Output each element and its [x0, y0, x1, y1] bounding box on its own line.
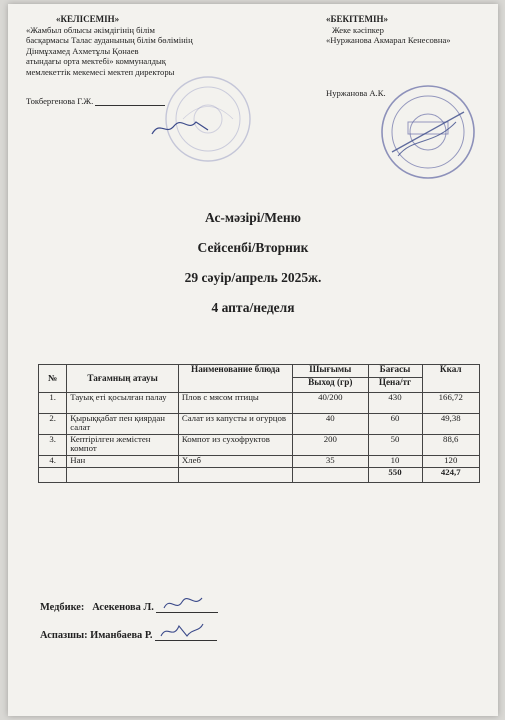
table-row: [39, 414, 480, 435]
cell-price: 10: [368, 456, 422, 468]
cell-output: 40/200: [293, 393, 368, 414]
cell-name-kz: Тауық еті қосылған палау: [67, 393, 179, 414]
nurse-label: Медбике:: [40, 602, 85, 613]
approval-right-signer: Нуржанова А.К.: [326, 87, 386, 98]
cook-label: Аспазшы:: [40, 630, 88, 641]
signature-scribble-icon: [157, 620, 207, 642]
cell-price: 60: [368, 414, 422, 435]
document-page: [8, 4, 498, 716]
cell-empty: [178, 468, 292, 483]
header-num: №: [39, 365, 67, 393]
signature-line: [156, 602, 218, 613]
cell-output: 40: [293, 414, 368, 435]
cell-empty: [39, 468, 67, 483]
cell-kcal: 49,38: [422, 414, 479, 435]
cell-empty: [67, 468, 179, 483]
cook-name: Иманбаева Р.: [90, 630, 153, 641]
approval-right-title: «БЕКІТЕМІН»: [326, 14, 388, 24]
doc-title-menu: Ас-мәзірі/Меню: [205, 210, 301, 225]
approval-left-line: мемлекеттік мекемесі мектеп директоры: [26, 66, 175, 77]
header-price-kz: Бағасы: [368, 365, 422, 378]
cell-price: 430: [368, 393, 422, 414]
approval-left-line: басқармасы Талас ауданының білім бөлімінің: [26, 35, 193, 46]
header-price-ru: Цена/тг: [368, 378, 422, 393]
doc-title-week: 4 апта/неделя: [211, 300, 295, 315]
signature-line: [155, 630, 217, 641]
signature-scribble-icon: [148, 116, 218, 140]
cell-num: 3.: [39, 435, 67, 456]
table-row: [39, 393, 480, 414]
cell-name-kz: Кептірілген жемістен компот: [67, 435, 179, 456]
cell-name-ru: Хлеб: [178, 456, 292, 468]
approval-left-line: Дінмұхамед Ахметұлы Қонаев: [26, 45, 139, 56]
cell-price: 50: [368, 435, 422, 456]
menu-table: [38, 364, 480, 483]
cell-num: 1.: [39, 393, 67, 414]
cell-num: 4.: [39, 456, 67, 468]
table-header-row: [39, 365, 480, 378]
cell-name-kz: Нан: [67, 456, 179, 468]
cell-kcal: 120: [422, 456, 479, 468]
cell-name-ru: Компот из сухофруктов: [178, 435, 292, 456]
header-name-ru: Наименование блюда: [178, 365, 292, 393]
doc-title-date: 29 сәуір/апрель 2025ж.: [184, 270, 322, 285]
cell-kcal: 166,72: [422, 393, 479, 414]
total-price: 550: [368, 468, 422, 483]
cell-name-ru: Плов с мясом птицы: [178, 393, 292, 414]
table-total-row: [39, 468, 480, 483]
cell-num: 2.: [39, 414, 67, 435]
doc-title-day: Сейсенбі/Вторник: [197, 240, 309, 255]
total-kcal: 424,7: [422, 468, 479, 483]
header-name-kz: Тағамның атауы: [67, 365, 179, 393]
nurse-name: Асекенова Л.: [92, 602, 154, 613]
approval-left-signer: Токбергенова Г.Ж.: [26, 95, 94, 106]
cell-kcal: 88,6: [422, 435, 479, 456]
approval-left-title: «КЕЛІСЕМІН»: [56, 14, 120, 24]
approval-left-line: «Жамбыл облысы әкімдігінің білім: [26, 24, 155, 35]
cook-signature-line: [40, 630, 217, 641]
entrepreneur-stamp-icon: [378, 82, 478, 182]
nurse-signature-line: [40, 602, 218, 613]
signature-scribble-icon: [162, 594, 212, 614]
approval-left-line: атындағы орта мектебі» коммуналдық: [26, 56, 166, 67]
cell-name-ru: Салат из капусты и огурцов: [178, 414, 292, 435]
cell-output: 35: [293, 456, 368, 468]
signature-line: [95, 96, 165, 106]
header-kcal: Ккал: [422, 365, 479, 393]
cell-output: 200: [293, 435, 368, 456]
cell-empty: [293, 468, 368, 483]
approval-right-line: «Нуржанова Акмарал Кенесовна»: [326, 35, 451, 46]
header-output-ru: Выход (гр): [293, 378, 368, 393]
cell-name-kz: Қырыққабат пен қиярдан салат: [67, 414, 179, 435]
approval-right-line: Жеке кәсіпкер: [332, 24, 384, 35]
table-row: [39, 435, 480, 456]
table-row: [39, 456, 480, 468]
header-output-kz: Шығымы: [293, 365, 368, 378]
